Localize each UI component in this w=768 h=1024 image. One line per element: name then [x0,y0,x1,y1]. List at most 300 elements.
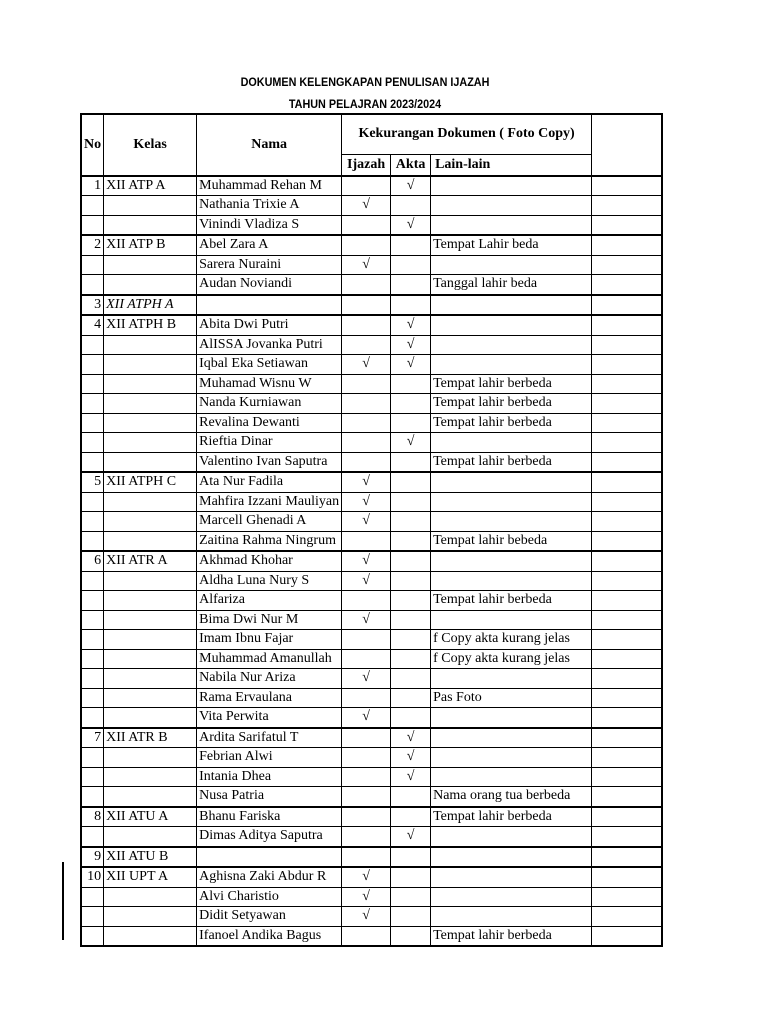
extra-cell [592,728,662,748]
no-cell [81,708,104,728]
table-row [81,176,662,196]
extra-cell [592,926,662,946]
ijazah-cell: √ [342,708,391,728]
lain-cell [431,472,592,492]
table-row [81,887,662,907]
nama-cell: Alfariza [197,591,342,611]
lain-cell [431,767,592,787]
extra-cell [592,176,662,196]
no-cell [81,630,104,650]
nama-cell: Bima Dwi Nur M [197,610,342,630]
ijazah-cell [342,827,391,847]
table-row [81,551,662,571]
akta-cell [391,571,431,591]
lain-cell [431,255,592,275]
kelas-cell [104,787,197,807]
lain-cell: Pas Foto [431,688,592,708]
no-cell [81,649,104,669]
kelas-cell [104,767,197,787]
ijazah-cell [342,335,391,355]
extra-cell [592,196,662,216]
akta-cell: √ [391,315,431,335]
no-cell [81,610,104,630]
nama-cell: Muhammad Rehan M [197,176,342,196]
lain-cell: Tempat lahir berbeda [431,413,592,433]
table-row [81,847,662,868]
akta-cell: √ [391,748,431,768]
table-row [81,295,662,316]
no-cell [81,571,104,591]
table-row [81,688,662,708]
akta-cell [391,413,431,433]
extra-cell [592,275,662,295]
kelas-cell [104,355,197,375]
no-cell [81,196,104,216]
lain-cell: f Copy akta kurang jelas [431,630,592,650]
extra-cell [592,374,662,394]
nama-cell [197,295,342,316]
akta-cell [391,887,431,907]
nama-cell: Ifanoel Andika Bagus [197,926,342,946]
no-cell [81,275,104,295]
header-nama: Nama [197,114,342,176]
extra-cell [592,295,662,316]
no-cell [81,531,104,551]
akta-cell: √ [391,433,431,453]
extra-cell [592,748,662,768]
table-row [81,512,662,532]
nama-cell: Sarera Nuraini [197,255,342,275]
extra-cell [592,649,662,669]
header-kekurangan-dokumen: Kekurangan Dokumen ( Foto Copy) [342,114,592,154]
no-cell [81,827,104,847]
table-row [81,708,662,728]
extra-cell [592,591,662,611]
ijazah-cell [342,531,391,551]
nama-cell: Vinindi Vladiza S [197,215,342,235]
lain-cell: Tempat lahir berbeda [431,394,592,414]
no-cell [81,492,104,512]
akta-cell [391,669,431,689]
nama-cell: AlISSA Jovanka Putri [197,335,342,355]
nama-cell: Marcell Ghenadi A [197,512,342,532]
no-cell [81,394,104,414]
akta-cell: √ [391,335,431,355]
ijazah-cell [342,413,391,433]
no-cell [81,787,104,807]
table-row [81,433,662,453]
header-extra [592,114,662,176]
nama-cell: Rieftia Dinar [197,433,342,453]
ijazah-cell [342,215,391,235]
lain-cell [431,610,592,630]
extra-cell [592,571,662,591]
lain-cell [431,215,592,235]
kelas-cell [104,649,197,669]
table-row [81,235,662,255]
table-row [81,531,662,551]
lain-cell [431,176,592,196]
akta-cell [391,649,431,669]
lain-cell [431,295,592,316]
extra-cell [592,452,662,472]
no-cell [81,335,104,355]
kelas-cell: XII ATPH C [104,472,197,492]
akta-cell [391,926,431,946]
extra-cell [592,887,662,907]
ijazah-cell [342,394,391,414]
akta-cell [391,610,431,630]
no-cell: 6 [81,551,104,571]
table-row [81,472,662,492]
nama-cell: Audan Noviandi [197,275,342,295]
extra-cell [592,708,662,728]
lain-cell: Tempat lahir berbeda [431,374,592,394]
akta-cell: √ [391,827,431,847]
no-cell: 1 [81,176,104,196]
extra-cell [592,315,662,335]
lain-cell [431,335,592,355]
lain-cell [431,907,592,927]
lain-cell [431,748,592,768]
akta-cell [391,374,431,394]
no-cell [81,452,104,472]
ijazah-cell [342,728,391,748]
ijazah-cell [342,767,391,787]
kelas-cell [104,335,197,355]
table-row [81,867,662,887]
lain-cell [431,433,592,453]
nama-cell: Didit Setyawan [197,907,342,927]
akta-cell [391,492,431,512]
extra-cell [592,807,662,827]
ijazah-cell: √ [342,669,391,689]
nama-cell: Febrian Alwi [197,748,342,768]
kelas-cell [104,748,197,768]
lain-cell [431,887,592,907]
ijazah-cell: √ [342,196,391,216]
akta-cell [391,472,431,492]
no-cell [81,591,104,611]
table-body [81,176,662,947]
header-akta: Akta [391,154,431,176]
akta-cell [391,907,431,927]
nama-cell: Revalina Dewanti [197,413,342,433]
no-cell [81,669,104,689]
kelas-cell [104,907,197,927]
nama-cell: Dimas Aditya Saputra [197,827,342,847]
no-cell [81,512,104,532]
no-cell [81,926,104,946]
table-row [81,255,662,275]
table-row [81,571,662,591]
akta-cell [391,807,431,827]
kelas-cell [104,688,197,708]
lain-cell: Tempat lahir berbeda [431,452,592,472]
no-cell: 9 [81,847,104,868]
table-row [81,649,662,669]
akta-cell [391,255,431,275]
table-row [81,196,662,216]
nama-cell: Bhanu Fariska [197,807,342,827]
table-row [81,787,662,807]
kelas-cell [104,512,197,532]
table-row [81,827,662,847]
akta-cell [391,275,431,295]
no-cell [81,433,104,453]
document-subtitle: TAHUN PELAJRAN 2023/2024 [288,97,442,111]
kelas-cell [104,196,197,216]
table-row [81,630,662,650]
header-no: No [81,114,104,176]
akta-cell [391,452,431,472]
ijazah-cell [342,235,391,255]
table-row [81,610,662,630]
ijazah-cell [342,847,391,868]
ijazah-cell [342,295,391,316]
lain-cell [431,827,592,847]
akta-cell: √ [391,767,431,787]
kelas-cell [104,433,197,453]
lain-cell [431,669,592,689]
akta-cell [391,551,431,571]
kelas-cell: XII ATU A [104,807,197,827]
table-row [81,807,662,827]
nama-cell: Ardita Sarifatul T [197,728,342,748]
lain-cell [431,847,592,868]
table-row [81,669,662,689]
no-cell: 7 [81,728,104,748]
table-row [81,452,662,472]
kelas-cell [104,215,197,235]
no-cell: 4 [81,315,104,335]
kelas-cell [104,452,197,472]
lain-cell: Tempat Lahir beda [431,235,592,255]
table-row [81,413,662,433]
nama-cell: Alvi Charistio [197,887,342,907]
nama-cell: Imam Ibnu Fajar [197,630,342,650]
kelas-cell [104,887,197,907]
lain-cell [431,355,592,375]
no-cell: 3 [81,295,104,316]
table-row [81,335,662,355]
extra-cell [592,827,662,847]
document-table [80,113,663,947]
kelas-cell: XII ATR A [104,551,197,571]
extra-cell [592,433,662,453]
nama-cell: Valentino Ivan Saputra [197,452,342,472]
table-row [81,767,662,787]
document-title: DOKUMEN KELENGKAPAN PENULISAN IJAZAH [240,75,490,89]
nama-cell: Rama Ervaulana [197,688,342,708]
lain-cell: Nama orang tua berbeda [431,787,592,807]
ijazah-cell [342,748,391,768]
kelas-cell [104,708,197,728]
kelas-cell [104,394,197,414]
lain-cell: Tempat lahir berbeda [431,926,592,946]
akta-cell [391,688,431,708]
lain-cell [431,492,592,512]
no-cell: 10 [81,867,104,887]
akta-cell [391,531,431,551]
no-cell [81,374,104,394]
no-cell [81,748,104,768]
table-row [81,315,662,335]
no-cell [81,688,104,708]
ijazah-cell: √ [342,355,391,375]
table-row [81,374,662,394]
kelas-cell: XII ATP A [104,176,197,196]
ijazah-cell [342,926,391,946]
kelas-cell: XII UPT A [104,867,197,887]
akta-cell [391,235,431,255]
nama-cell: Vita Perwita [197,708,342,728]
ijazah-cell [342,433,391,453]
lain-cell: Tempat lahir bebeda [431,531,592,551]
table-row [81,215,662,235]
ijazah-cell: √ [342,472,391,492]
nama-cell: Akhmad Khohar [197,551,342,571]
table-row [81,728,662,748]
extra-cell [592,355,662,375]
kelas-cell [104,610,197,630]
nama-cell: Abita Dwi Putri [197,315,342,335]
kelas-cell [104,926,197,946]
extra-cell [592,688,662,708]
no-cell: 5 [81,472,104,492]
nama-cell: Nathania Trixie A [197,196,342,216]
extra-cell [592,551,662,571]
ijazah-cell [342,630,391,650]
ijazah-cell: √ [342,610,391,630]
kelas-cell: XII ATPH B [104,315,197,335]
akta-cell [391,295,431,316]
ijazah-cell: √ [342,551,391,571]
akta-cell: √ [391,215,431,235]
lain-cell [431,708,592,728]
table-row [81,394,662,414]
ijazah-cell: √ [342,907,391,927]
nama-cell: Mahfira Izzani Mauliyan [197,492,342,512]
ijazah-cell: √ [342,887,391,907]
extra-cell [592,531,662,551]
table-row [81,907,662,927]
akta-cell [391,591,431,611]
kelas-cell [104,571,197,591]
kelas-cell [104,374,197,394]
ijazah-cell [342,374,391,394]
extra-cell [592,335,662,355]
lain-cell: Tanggal lahir beda [431,275,592,295]
table-row [81,355,662,375]
akta-cell [391,847,431,868]
table-row [81,748,662,768]
kelas-cell [104,492,197,512]
ijazah-cell: √ [342,492,391,512]
nama-cell: Aghisna Zaki Abdur R [197,867,342,887]
no-cell [81,907,104,927]
extra-cell [592,787,662,807]
lain-cell [431,867,592,887]
lain-cell: f Copy akta kurang jelas [431,649,592,669]
no-cell [81,255,104,275]
lain-cell [431,571,592,591]
no-cell [81,355,104,375]
kelas-cell: XII ATPH A [104,295,197,316]
akta-cell [391,512,431,532]
ijazah-cell: √ [342,867,391,887]
extra-cell [592,610,662,630]
left-margin-line [62,862,64,940]
extra-cell [592,867,662,887]
kelas-cell [104,275,197,295]
table-row [81,926,662,946]
akta-cell [391,196,431,216]
extra-cell [592,492,662,512]
ijazah-cell [342,688,391,708]
header-ijazah: Ijazah [342,154,391,176]
kelas-cell: XII ATR B [104,728,197,748]
table-row [81,492,662,512]
lain-cell [431,512,592,532]
akta-cell: √ [391,176,431,196]
kelas-cell [104,591,197,611]
ijazah-cell [342,807,391,827]
extra-cell [592,767,662,787]
extra-cell [592,512,662,532]
kelas-cell [104,630,197,650]
akta-cell [391,787,431,807]
ijazah-cell [342,787,391,807]
no-cell: 8 [81,807,104,827]
extra-cell [592,255,662,275]
extra-cell [592,630,662,650]
extra-cell [592,907,662,927]
nama-cell: Nabila Nur Ariza [197,669,342,689]
lain-cell [431,196,592,216]
extra-cell [592,472,662,492]
lain-cell [431,315,592,335]
nama-cell: Aldha Luna Nury S [197,571,342,591]
akta-cell: √ [391,355,431,375]
akta-cell [391,867,431,887]
nama-cell: Nusa Patria [197,787,342,807]
kelas-cell: XII ATU B [104,847,197,868]
header-lain-lain: Lain-lain [431,154,592,176]
nama-cell: Abel Zara A [197,235,342,255]
ijazah-cell [342,275,391,295]
nama-cell: Muhammad Amanullah [197,649,342,669]
lain-cell [431,551,592,571]
ijazah-cell: √ [342,255,391,275]
no-cell [81,413,104,433]
ijazah-cell [342,315,391,335]
nama-cell: Iqbal Eka Setiawan [197,355,342,375]
kelas-cell [104,827,197,847]
kelas-cell: XII ATP B [104,235,197,255]
ijazah-cell [342,591,391,611]
ijazah-cell: √ [342,571,391,591]
lain-cell [431,728,592,748]
extra-cell [592,215,662,235]
extra-cell [592,394,662,414]
no-cell [81,887,104,907]
table-row [81,275,662,295]
ijazah-cell [342,452,391,472]
nama-cell: Ata Nur Fadila [197,472,342,492]
nama-cell [197,847,342,868]
kelas-cell [104,531,197,551]
